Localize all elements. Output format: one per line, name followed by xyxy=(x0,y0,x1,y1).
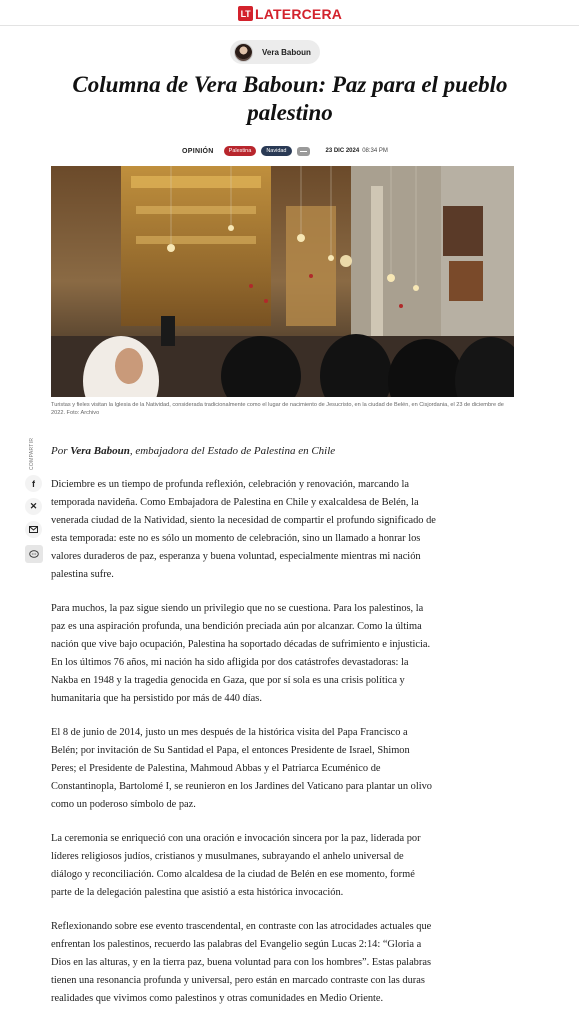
paragraph: El 8 de junio de 2014, justo un mes después de la histórica visita del Papa Francisco a Belén; por invitación de Su Santidad el Papa, el entonces Presidente de Israel, Shimon Peres; el Presidente de Palestina, Mahmoud Abbas y el Patriarca Ecuménico de Constantinopla, Bartolomé I, se reunieron en los Jardines del Vaticano para plantar un olivo como un poderoso símbolo de paz. xyxy=(51,727,432,810)
article-title: Columna de Vera Baboun: Paz para el pueblo palestino xyxy=(72,72,508,125)
publish-time: 08:34 PM xyxy=(362,148,388,154)
photo-caption: Turistas y fieles visitan la Iglesia de la Natividad, considerada tradicionalmente como el lugar de nacimiento de Jesucristo, en la ciudad de Belén, en Cisjordania, el 23 de diciembre de 2022. Foto: Archivo xyxy=(51,402,504,416)
avatar xyxy=(234,43,253,62)
site-logo[interactable] xyxy=(238,5,342,22)
byline-role: , embajadora del Estado de Palestina en Chile xyxy=(129,445,336,457)
author-name: Vera Baboun xyxy=(262,47,311,57)
x-icon[interactable]: ✕ xyxy=(25,498,42,515)
more-tags-button[interactable] xyxy=(297,147,310,156)
paragraph: La ceremonia se enriqueció con una oración e invocación sincera por la paz, liderada por líderes religiosos judíos, cristianos y musulmanes, subrayando el anhelo universal de diálogo y reconciliación. Como alcaldesa de la ciudad de Belén en ese momento, formé parte de la delegación palestina que asistió a esta histórica invocación. xyxy=(51,833,421,898)
publish-date: 23 DIC 2024 xyxy=(325,148,360,154)
paragraph: Reflexionando sobre ese evento trascendental, en contraste con las atrocidades actuales que enfrentan los palestinos, recuerdo las palabras del Evangelio según Lucas 2:14: “Gloria a Dios en las alturas, y en la tierra paz, buena voluntad para con los hombres”. Estas palabras tienen una resonancia profunda y universal, pero están en marcado contraste con las duras realidades que vivimos como palestinos y otras comunidades en Medio Oriente. xyxy=(51,921,432,1004)
site-header xyxy=(0,0,579,26)
logo-mark: LT xyxy=(238,6,253,21)
tag-palestina[interactable]: Palestina xyxy=(224,146,257,156)
article-body xyxy=(51,476,436,1024)
comment-icon[interactable] xyxy=(25,545,43,563)
share-label: COMPARTIR xyxy=(29,437,35,470)
byline-prefix: Por xyxy=(51,445,68,457)
email-icon[interactable] xyxy=(25,521,42,538)
author-chip[interactable] xyxy=(230,40,320,64)
facebook-icon[interactable]: f xyxy=(25,475,42,492)
paragraph: Para muchos, la paz sigue siendo un privilegio que no se cuestiona. Para los palestinos, la paz es una aspiración profunda, una bendición preciada aún por alcanzar. Como la última nación que vive bajo ocupación, Palestina ha soportado décadas de sufrimiento e injusticia. En los últimos 76 años, mi nación ha sido afligida por dos catástrofes devastadoras: la Nakba en 1948 y la tragedia genocida en Gaza, que por sí sola es una crisis política y humanitaria que ha persistido por más de 440 días. xyxy=(51,603,431,704)
tag-navidad[interactable]: Navidad xyxy=(261,146,291,156)
byline xyxy=(51,444,431,459)
church-interior-image xyxy=(51,166,514,397)
byline-author[interactable]: Vera Baboun xyxy=(70,445,130,457)
paragraph: Diciembre es un tiempo de profunda reflexión, celebración y renovación, marcando la temporada navideña. Como Embajadora de Palestina en Chile y exalcaldesa de Belén, la venerada ciudad de la Natividad, siento la necesidad de compartir el profundo significado de esta temporada: este no es sólo un momento de celebración, sino un llamado a honrar los valores duraderos de paz, esperanza y buena voluntad, especialmente mientras mi nación palestina sufre. xyxy=(51,479,436,580)
article-meta xyxy=(182,144,388,158)
article-photo xyxy=(51,166,514,397)
logo-wordmark: LATERCERA xyxy=(255,5,343,22)
section-link[interactable]: OPINIÓN xyxy=(182,147,214,155)
